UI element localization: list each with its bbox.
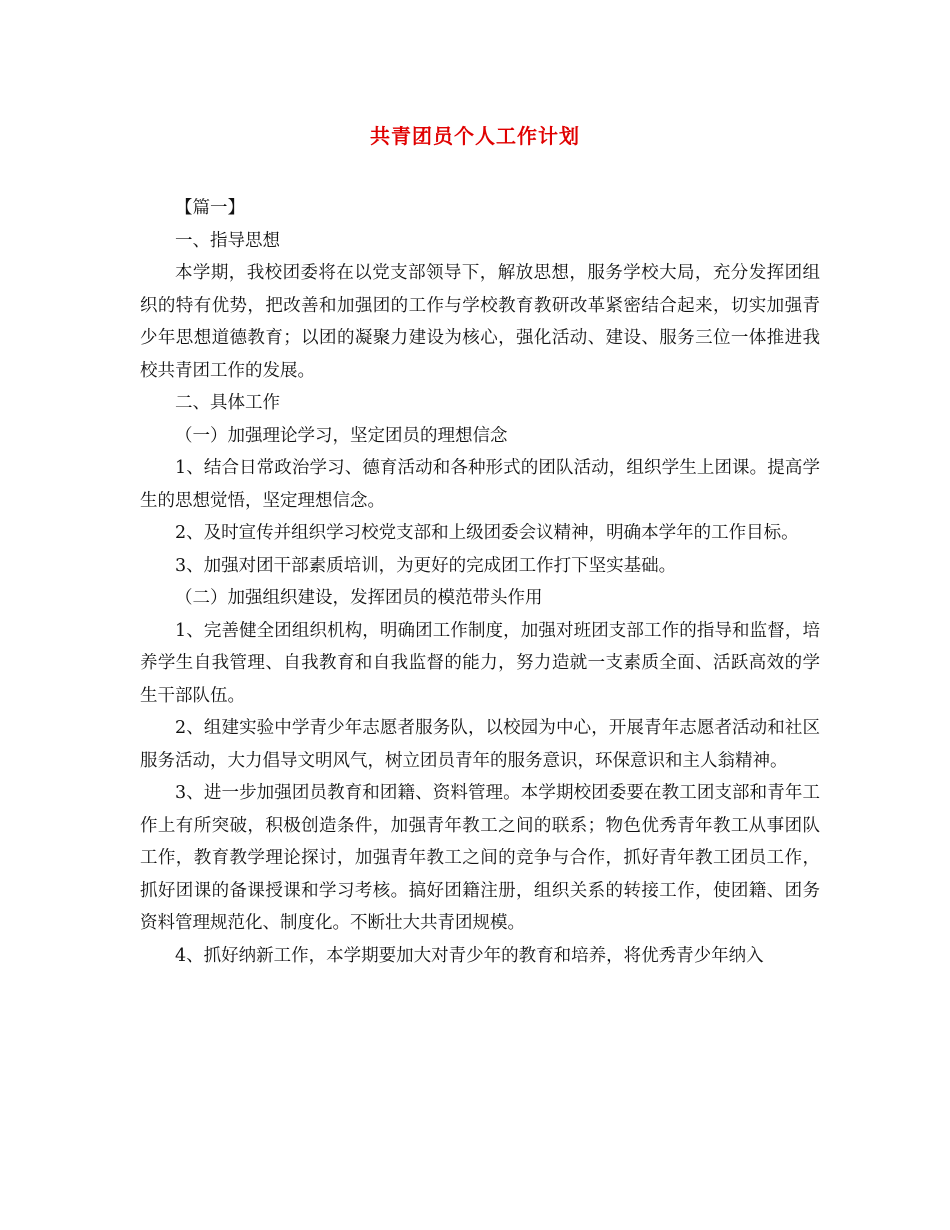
paragraph-item: 3、进一步加强团员教育和团籍、资料管理。本学期校团委要在教工团支部和青年工作上有所突破，积极创造条件，加强青年教工之间的联系；物色优秀青年教工从事团队工作，教育教学理论探讨，加强青年教工之间的竞争与合作，抓好青年教工团员工作，抓好团课的备课授课和学习考核。搞好团籍注册，组织关系的转接工作，使团籍、团务资料管理规范化、制度化。不断壮大共青团规模。 [140, 783, 820, 933]
paragraph-item: 2、及时宣传并组织学习校党支部和上级团委会议精神，明确本学年的工作目标。 [175, 523, 799, 543]
paragraph-guiding-ideology: 本学期，我校团委将在以党支部领导下，解放思想，服务学校大局，充分发挥团组织的特有优势，把改善和加强团的工作与学校教育教研改革紧密结合起来，切实加强青少年思想道德教育；以团的凝聚力建设为核心，强化活动、建设、服务三位一体推进我校共青团工作的发展。 [140, 263, 820, 381]
subheading-theory-study: （一）加强理论学习，坚定团员的理想信念 [175, 425, 508, 446]
document-title: 共青团员个人工作计划 [370, 124, 580, 148]
subheading-organization-building: （二）加强组织建设，发挥团员的模范带头作用 [175, 588, 543, 608]
section-heading-part-one: 【篇一】 [175, 198, 245, 218]
paragraph-item: 1、结合日常政治学习、德育活动和各种形式的团队活动，组织学生上团课。提高学生的思想觉悟，坚定理想信念。 [140, 458, 820, 511]
heading-specific-work: 二、具体工作 [175, 393, 280, 413]
paragraph-item: 2、组建实验中学青少年志愿者服务队，以校园为中心，开展青年志愿者活动和社区服务活动，大力倡导文明风气，树立团员青年的服务意识，环保意识和主人翁精神。 [140, 718, 820, 771]
paragraph-item: 4、抓好纳新工作，本学期要加大对青少年的教育和培养，将优秀青少年纳入 [175, 945, 764, 966]
document-body [140, 192, 820, 972]
paragraph-item: 3、加强对团干部素质培训，为更好的完成团工作打下坚实基础。 [175, 555, 677, 576]
paragraph-item: 1、完善健全团组织机构，明确团工作制度，加强对班团支部工作的指导和监督，培养学生自我管理、自我教育和自我监督的能力，努力造就一支素质全面、活跃高效的学生干部队伍。 [140, 620, 820, 706]
heading-guiding-ideology: 一、指导思想 [175, 230, 280, 251]
